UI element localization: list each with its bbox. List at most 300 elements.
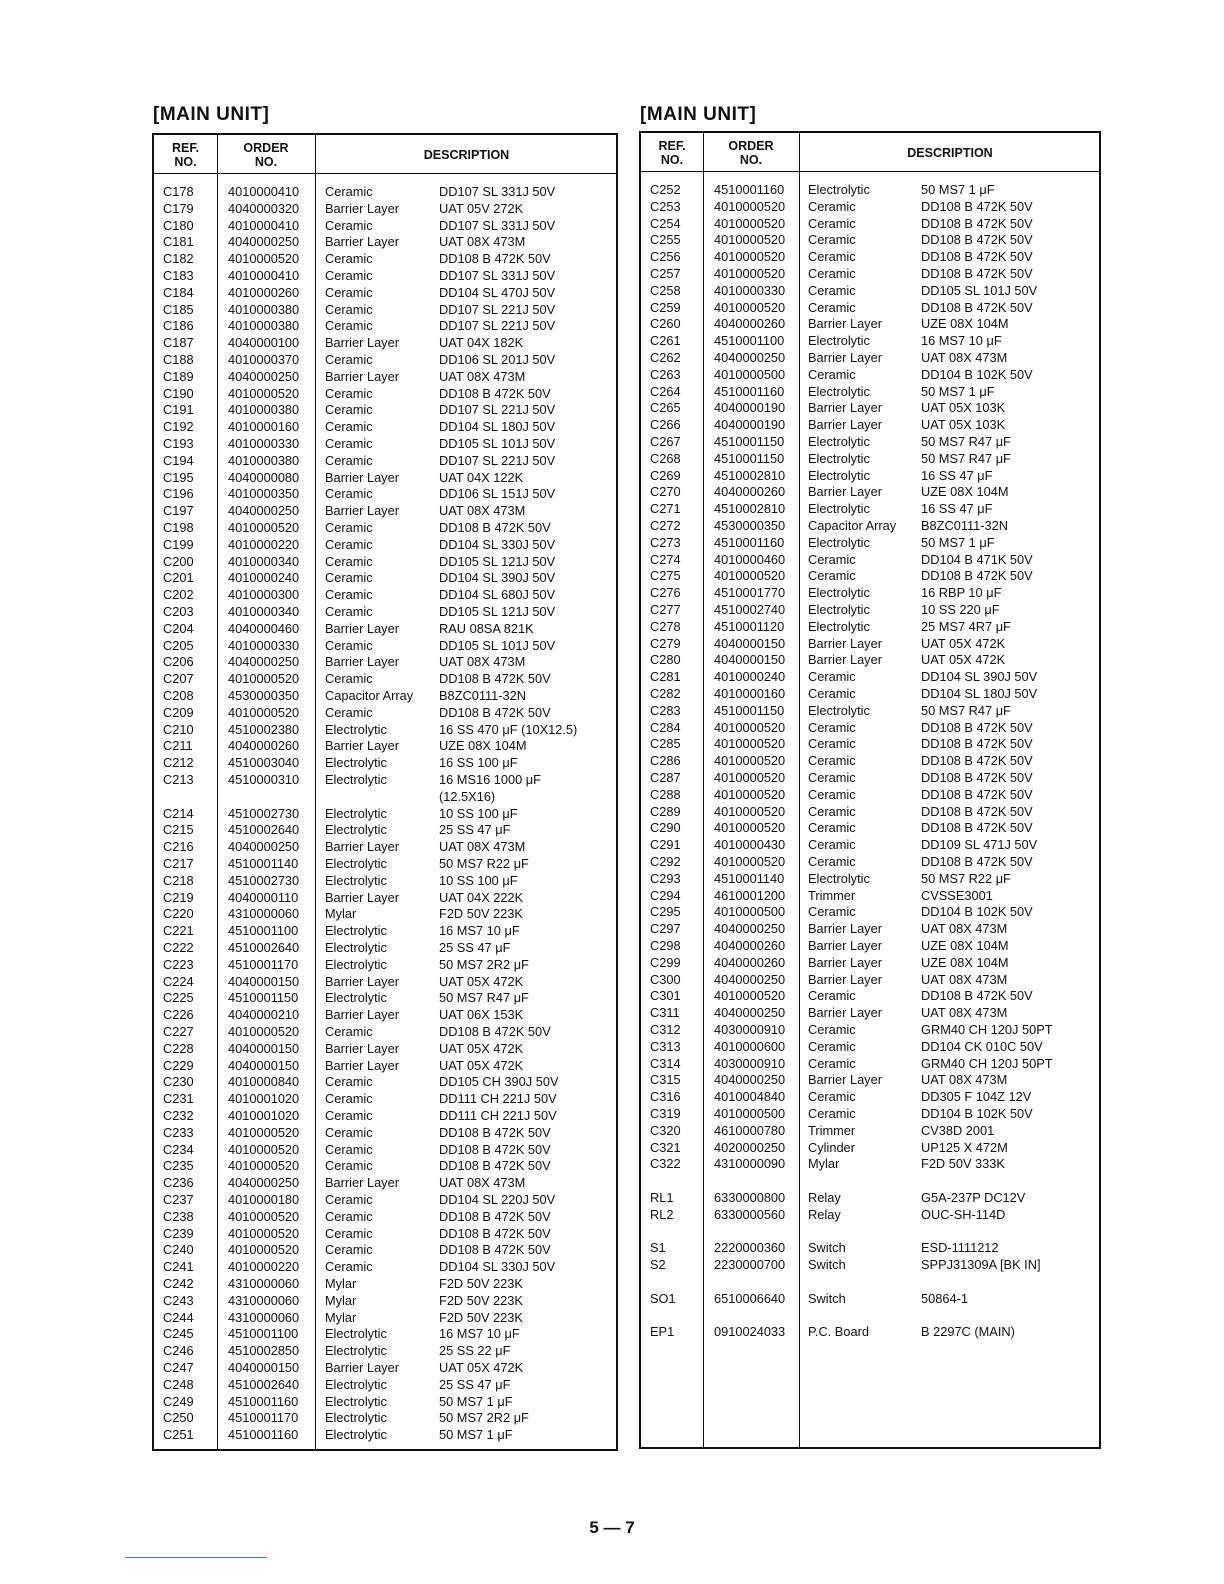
cell-type: Trimmer <box>808 887 856 903</box>
cell-ref: C236 <box>163 1175 194 1191</box>
cell-ref: SO1 <box>650 1290 676 1306</box>
cell-spec: UAT 08X 473M <box>439 654 526 670</box>
cell-order: 6330000800 <box>714 1190 786 1205</box>
cell-type: Ceramic <box>325 570 373 586</box>
table-row <box>641 1239 1099 1256</box>
cell-order: 4010000520 <box>228 704 300 720</box>
cell-spec: DD104 B 102K 50V <box>921 1106 1033 1121</box>
cell-order: 4010000160 <box>714 686 786 701</box>
cell-ref: C276 <box>650 585 681 601</box>
table-row <box>641 668 1099 685</box>
cell-ref: C315 <box>650 1072 681 1088</box>
cell-type: Barrier Layer <box>325 1040 399 1056</box>
cell-type: Barrier Layer <box>325 503 399 519</box>
cell-spec: 16 MS7 10 μF <box>439 1326 520 1342</box>
cell-order: 4010000520 <box>228 385 300 401</box>
table-row <box>154 351 616 368</box>
cell-spec: 50 MS7 R22 μF <box>439 856 529 871</box>
cell-order: 4010001020 <box>228 1091 300 1107</box>
cell-spec: F2D 50V 223K <box>439 1292 523 1308</box>
cell-order: 2230000700 <box>714 1257 786 1273</box>
table-row <box>641 937 1099 954</box>
cell-type: Ceramic <box>325 318 373 334</box>
table-row <box>641 752 1099 769</box>
table-row <box>154 1325 616 1342</box>
cell-type: Barrier Layer <box>808 350 882 365</box>
cell-type: Electrolytic <box>808 702 870 718</box>
cell-type: Electrolytic <box>808 333 870 349</box>
cell-spec: 10 SS 100 μF <box>439 872 518 888</box>
cell-ref: C281 <box>650 669 681 685</box>
cell-ref: C291 <box>650 837 681 853</box>
cell-order: 4020000250 <box>714 1139 786 1155</box>
cell-order: 4310000060 <box>228 906 300 922</box>
table-row <box>641 1055 1099 1072</box>
cell-type: Ceramic <box>808 1038 856 1054</box>
table-row <box>154 855 616 872</box>
table-row <box>641 853 1099 870</box>
cell-type: Mylar <box>325 1309 357 1325</box>
table-row <box>641 215 1099 232</box>
cell-spec: UAT 04X 222K <box>439 889 524 905</box>
cell-type: Cylinder <box>808 1139 855 1155</box>
table-row <box>154 569 616 586</box>
table-row <box>154 1292 616 1309</box>
cell-type: Switch <box>808 1257 846 1273</box>
cell-type: Ceramic <box>325 385 373 401</box>
cell-ref: C201 <box>163 570 194 586</box>
cell-type: Barrier Layer <box>325 620 399 636</box>
cell-type: Electrolytic <box>325 856 387 871</box>
cell-spec: DD105 CH 390J 50V <box>439 1074 559 1090</box>
cell-ref: C243 <box>163 1292 194 1308</box>
cell-spec: DD108 B 472K 50V <box>921 736 1033 752</box>
cell-type: Ceramic <box>808 736 856 752</box>
table-row <box>154 620 616 637</box>
cell-type: Barrier Layer <box>808 1005 882 1021</box>
table-row <box>154 1023 616 1040</box>
table-row <box>641 735 1099 752</box>
cell-ref: C242 <box>163 1276 194 1291</box>
cell-type: Ceramic <box>325 1242 373 1258</box>
table-row <box>154 385 616 402</box>
cell-order: 4510001150 <box>228 990 299 1006</box>
cell-order: 4040000250 <box>714 971 786 987</box>
cell-type: Ceramic <box>325 1074 373 1090</box>
cell-ref: C179 <box>163 200 194 216</box>
table-row <box>154 771 616 788</box>
table-row <box>154 838 616 855</box>
cell-ref: S2 <box>650 1257 666 1273</box>
cell-order: 4510002740 <box>714 602 786 617</box>
table-row <box>154 687 616 704</box>
cell-type: Electrolytic <box>808 501 870 517</box>
cell-spec: DD108 B 472K 50V <box>921 198 1033 214</box>
cell-ref: C247 <box>163 1360 194 1375</box>
table-row <box>641 399 1099 416</box>
table-row <box>641 1223 1099 1240</box>
cell-spec: UAT 08X 473M <box>439 1175 526 1191</box>
cell-order: 4010000520 <box>228 1124 300 1140</box>
cell-spec: SPPJ31309A [BK IN] <box>921 1257 1041 1273</box>
cell-order: 4010000330 <box>714 282 786 298</box>
cell-spec: DD108 B 472K 50V <box>921 820 1033 836</box>
cell-order: 4010000380 <box>228 301 300 317</box>
cell-ref: C319 <box>650 1106 681 1121</box>
cell-spec: DD108 B 472K 50V <box>439 671 551 687</box>
cell-ref: C191 <box>163 402 194 418</box>
cell-order: 4010000380 <box>228 402 300 418</box>
cell-spec: 50 MS7 1 μF <box>439 1393 513 1409</box>
cell-order: 4010000600 <box>714 1038 786 1054</box>
cell-spec: DD104 SL 180J 50V <box>921 686 1038 701</box>
cell-spec: UAT 05X 472K <box>439 973 524 989</box>
cell-spec: DD108 B 472K 50V <box>439 1124 551 1140</box>
cell-order: 4010000380 <box>228 318 300 334</box>
cell-ref: C285 <box>650 736 681 752</box>
cell-type: Ceramic <box>325 184 373 199</box>
cell-order: 4530000350 <box>228 688 300 703</box>
table-row <box>641 433 1099 450</box>
cell-type: Ceramic <box>325 301 373 317</box>
table-row <box>154 317 616 334</box>
cell-ref: C322 <box>650 1156 681 1172</box>
cell-ref: C245 <box>163 1326 194 1342</box>
cell-ref: C251 <box>163 1427 194 1443</box>
cell-order: 4040000250 <box>228 368 300 384</box>
cell-spec: DD108 B 472K 50V <box>921 232 1033 248</box>
cell-ref: C214 <box>163 805 194 821</box>
cell-spec: DD104 SL 330J 50V <box>439 1259 556 1275</box>
cell-order: 4510002810 <box>714 501 786 517</box>
cell-type: Electrolytic <box>325 772 387 787</box>
cell-ref: C270 <box>650 484 681 500</box>
table-row <box>154 1090 616 1107</box>
cell-ref: C255 <box>650 232 681 248</box>
cell-type: Ceramic <box>808 1055 856 1071</box>
cell-order: 4510001120 <box>714 618 785 634</box>
cell-order: 4010000520 <box>228 520 300 535</box>
cell-spec: DD104 SL 220J 50V <box>439 1192 556 1207</box>
cell-order: 4010000220 <box>228 536 300 552</box>
cell-ref: C312 <box>650 1022 681 1037</box>
table-row <box>641 954 1099 971</box>
cell-ref: C232 <box>163 1108 194 1123</box>
cell-type: Electrolytic <box>808 618 870 634</box>
table-row <box>641 987 1099 1004</box>
cell-ref: C210 <box>163 721 194 737</box>
table-row <box>641 887 1099 904</box>
table-row <box>641 181 1099 198</box>
cell-type: Electrolytic <box>325 872 387 888</box>
cell-order: 4010000520 <box>228 1242 300 1258</box>
cell-type: Barrier Layer <box>325 738 399 754</box>
table-row <box>154 1174 616 1191</box>
cell-type: Electrolytic <box>325 923 387 939</box>
cell-ref: C273 <box>650 534 681 550</box>
cell-ref: C300 <box>650 971 681 987</box>
cell-type: Electrolytic <box>325 1326 387 1342</box>
cell-ref: C263 <box>650 366 681 382</box>
cell-spec: 16 SS 47 μF <box>921 467 993 483</box>
cell-order: 4010001020 <box>228 1108 300 1123</box>
cell-spec: B8ZC0111-32N <box>921 518 1009 533</box>
cell-ref: C230 <box>163 1074 194 1090</box>
cell-ref: C297 <box>650 921 681 937</box>
table-row <box>641 450 1099 467</box>
cell-ref: C211 <box>163 738 193 754</box>
cell-type: Ceramic <box>808 719 856 735</box>
cell-spec: DD107 SL 331J 50V <box>439 184 556 199</box>
cell-spec: UAT 08X 473M <box>439 839 526 855</box>
cell-ref: C258 <box>650 282 681 298</box>
table-row <box>641 920 1099 937</box>
cell-spec: DD108 B 472K 50V <box>439 1024 551 1039</box>
table-row <box>641 1155 1099 1172</box>
cell-order: 4040000250 <box>714 350 786 365</box>
table-row <box>154 1124 616 1141</box>
cell-ref: C237 <box>163 1192 194 1207</box>
cell-type: Ceramic <box>808 1089 856 1105</box>
cell-ref: C184 <box>163 284 194 300</box>
table-row <box>154 653 616 670</box>
cell-spec: DD105 SL 101J 50V <box>921 282 1038 298</box>
cell-spec: UAT 08X 473M <box>921 1005 1008 1021</box>
cell-ref: C223 <box>163 956 194 972</box>
cell-type: Ceramic <box>325 452 373 468</box>
cell-type: Ceramic <box>808 282 856 298</box>
table-row <box>641 1021 1099 1038</box>
cell-ref: C222 <box>163 940 194 955</box>
cell-spec: UAT 05X 472K <box>439 1360 524 1375</box>
cell-order: 4010000520 <box>714 854 786 869</box>
cell-ref: C180 <box>163 217 194 233</box>
cell-type: Ceramic <box>808 854 856 869</box>
cell-type: Capacitor Array <box>808 518 897 533</box>
cell-order: 4510001160 <box>228 1427 299 1443</box>
cell-ref: C246 <box>163 1343 194 1359</box>
cell-ref: C266 <box>650 417 681 433</box>
cell-order: 4040000150 <box>714 652 786 668</box>
cell-order: 4040000320 <box>228 200 300 216</box>
cell-ref: C288 <box>650 786 681 802</box>
cell-type: Barrier Layer <box>325 889 399 905</box>
table-row <box>154 603 616 620</box>
cell-order: 4040000100 <box>228 335 300 351</box>
cell-order: 4010000520 <box>714 786 786 802</box>
table-row <box>154 905 616 922</box>
table-row <box>641 971 1099 988</box>
cell-ref: C190 <box>163 385 194 401</box>
table-row <box>641 685 1099 702</box>
cell-spec: DD104 SL 390J 50V <box>921 669 1038 685</box>
cell-type: Barrier Layer <box>325 654 399 670</box>
cell-type: Barrier Layer <box>808 971 882 987</box>
cell-ref: C233 <box>163 1124 194 1140</box>
table-row <box>154 183 616 200</box>
cell-order: 4010000340 <box>228 553 300 569</box>
cell-ref: C234 <box>163 1141 194 1157</box>
cell-spec: UAT 05X 103K <box>921 400 1006 416</box>
cell-spec: UAT 08X 473M <box>439 368 526 384</box>
cell-order: 4040000110 <box>228 889 299 905</box>
cell-order: 4040000250 <box>228 503 300 519</box>
cell-spec: 25 SS 22 μF <box>439 1343 511 1359</box>
table-row <box>641 467 1099 484</box>
cell-order: 4010000520 <box>714 249 786 265</box>
footnote-rule <box>125 1557 267 1558</box>
cell-spec: DD108 B 472K 50V <box>921 770 1033 785</box>
cell-order: 4030000910 <box>714 1055 786 1071</box>
cell-spec: F2D 50V 223K <box>439 906 523 922</box>
cell-order: 4040000190 <box>714 417 786 433</box>
cell-spec: 10 SS 220 μF <box>921 602 1000 617</box>
cell-spec: DD108 B 472K 50V <box>439 385 551 401</box>
cell-spec: 25 SS 47 μF <box>439 940 511 955</box>
table-row <box>641 366 1099 383</box>
cell-ref: C260 <box>650 316 681 332</box>
cell-type: Ceramic <box>808 803 856 819</box>
cell-type: Barrier Layer <box>325 1057 399 1073</box>
cell-order: 4010000520 <box>714 299 786 315</box>
cell-order: 2220000360 <box>714 1240 786 1256</box>
cell-order: 4040000150 <box>228 1360 300 1375</box>
cell-order: 4510001150 <box>714 434 785 449</box>
cell-type: Ceramic <box>325 704 373 720</box>
cell-order: 4010000500 <box>714 366 786 382</box>
cell-order: 4310000060 <box>228 1309 300 1325</box>
cell-type: Barrier Layer <box>808 954 882 970</box>
table-row <box>641 1189 1099 1206</box>
cell-spec: DD104 CK 010C 50V <box>921 1038 1043 1054</box>
table-row <box>154 1073 616 1090</box>
cell-spec: 50 MS7 R47 μF <box>921 434 1011 449</box>
left-section-title: [MAIN UNIT] <box>153 104 270 125</box>
cell-ref: C235 <box>163 1158 194 1174</box>
cell-spec: 50 MS7 R22 μF <box>921 870 1011 886</box>
table-row <box>641 1172 1099 1189</box>
cell-ref: C220 <box>163 906 194 922</box>
table-row <box>641 500 1099 517</box>
table-row <box>154 536 616 553</box>
cell-order: 4040000150 <box>228 973 300 989</box>
cell-spec: DD105 SL 121J 50V <box>439 604 556 619</box>
table-row <box>641 1139 1099 1156</box>
cell-spec: 25 SS 47 μF <box>439 822 511 838</box>
cell-type: Barrier Layer <box>325 973 399 989</box>
cell-ref: C212 <box>163 755 194 771</box>
cell-spec: DD108 B 472K 50V <box>439 1208 551 1224</box>
cell-order: 4010000520 <box>714 753 786 769</box>
cell-spec: ESD-1111212 <box>921 1240 999 1256</box>
cell-spec: UAT 05V 272K <box>439 200 524 216</box>
cell-spec: 50864-1 <box>921 1290 968 1306</box>
cell-ref: C292 <box>650 854 681 869</box>
table-row <box>154 637 616 654</box>
table-row <box>154 502 616 519</box>
cell-order: 4010000520 <box>714 803 786 819</box>
table-row <box>641 651 1099 668</box>
cell-type: Electrolytic <box>325 1410 387 1426</box>
cell-ref: C188 <box>163 352 194 367</box>
table-row <box>641 1273 1099 1290</box>
cell-spec: DD107 SL 331J 50V <box>439 268 556 283</box>
cell-ref: C253 <box>650 198 681 214</box>
cell-type: Mylar <box>325 1276 357 1291</box>
table-row <box>154 1040 616 1057</box>
cell-type: Ceramic <box>325 217 373 233</box>
cell-ref: EP1 <box>650 1324 675 1340</box>
table-row <box>154 973 616 990</box>
cell-order: 4010000520 <box>714 215 786 231</box>
table-row <box>641 551 1099 568</box>
cell-order: 4040000250 <box>714 1005 786 1021</box>
cell-ref: C254 <box>650 215 681 231</box>
cell-ref: C200 <box>163 553 194 569</box>
cell-order: 4010000520 <box>228 1141 300 1157</box>
table-row <box>641 1323 1099 1340</box>
cell-spec: 16 SS 470 μF (10X12.5) <box>439 721 578 737</box>
table-row <box>154 1376 616 1393</box>
cell-type: Ceramic <box>808 215 856 231</box>
cell-ref: C271 <box>650 501 681 517</box>
cell-type: Barrier Layer <box>808 400 882 416</box>
cell-spec: DD108 B 472K 50V <box>439 520 551 535</box>
cell-spec: DD104 SL 680J 50V <box>439 587 556 603</box>
table-row <box>154 1006 616 1023</box>
cell-ref: C181 <box>163 234 194 250</box>
cell-spec: DD108 B 472K 50V <box>921 266 1033 281</box>
cell-ref: C224 <box>163 973 194 989</box>
cell-spec: UAT 08X 473M <box>921 971 1008 987</box>
cell-order: 4040000250 <box>228 234 300 250</box>
cell-type: Ceramic <box>325 1192 373 1207</box>
cell-ref: C278 <box>650 618 681 634</box>
cell-spec: UZE 08X 104M <box>921 954 1009 970</box>
table-row <box>641 1206 1099 1223</box>
cell-ref: C239 <box>163 1225 194 1241</box>
cell-type: Electrolytic <box>808 182 870 197</box>
cell-type: Electrolytic <box>325 1343 387 1359</box>
cell-ref: C283 <box>650 702 681 718</box>
cell-type: Ceramic <box>808 904 856 920</box>
cell-ref: C204 <box>163 620 194 636</box>
cell-type: Ceramic <box>325 1158 373 1174</box>
cell-order: 4010000220 <box>228 1259 300 1275</box>
cell-ref: C231 <box>163 1091 194 1107</box>
cell-order: 4010000520 <box>714 820 786 836</box>
cell-type: Ceramic <box>325 536 373 552</box>
table-row <box>154 1225 616 1242</box>
cell-order: 4530000350 <box>714 518 786 533</box>
cell-spec: DD111 CH 221J 50V <box>439 1108 557 1123</box>
cell-order: 4510002640 <box>228 1376 300 1392</box>
cell-spec: 16 MS7 10 μF <box>921 333 1002 349</box>
cell-spec: UAT 08X 473M <box>921 921 1008 937</box>
cell-spec: F2D 50V 223K <box>439 1309 523 1325</box>
cell-type: Barrier Layer <box>808 1072 882 1088</box>
table-row <box>154 586 616 603</box>
cell-order: 4510001160 <box>228 1393 299 1409</box>
cell-ref: C199 <box>163 536 194 552</box>
cell-ref: C259 <box>650 299 681 315</box>
right-section-title: [MAIN UNIT] <box>640 104 757 125</box>
table-row <box>154 805 616 822</box>
table-row <box>641 383 1099 400</box>
cell-ref: C290 <box>650 820 681 836</box>
cell-type: Electrolytic <box>325 956 387 972</box>
table-row <box>154 939 616 956</box>
